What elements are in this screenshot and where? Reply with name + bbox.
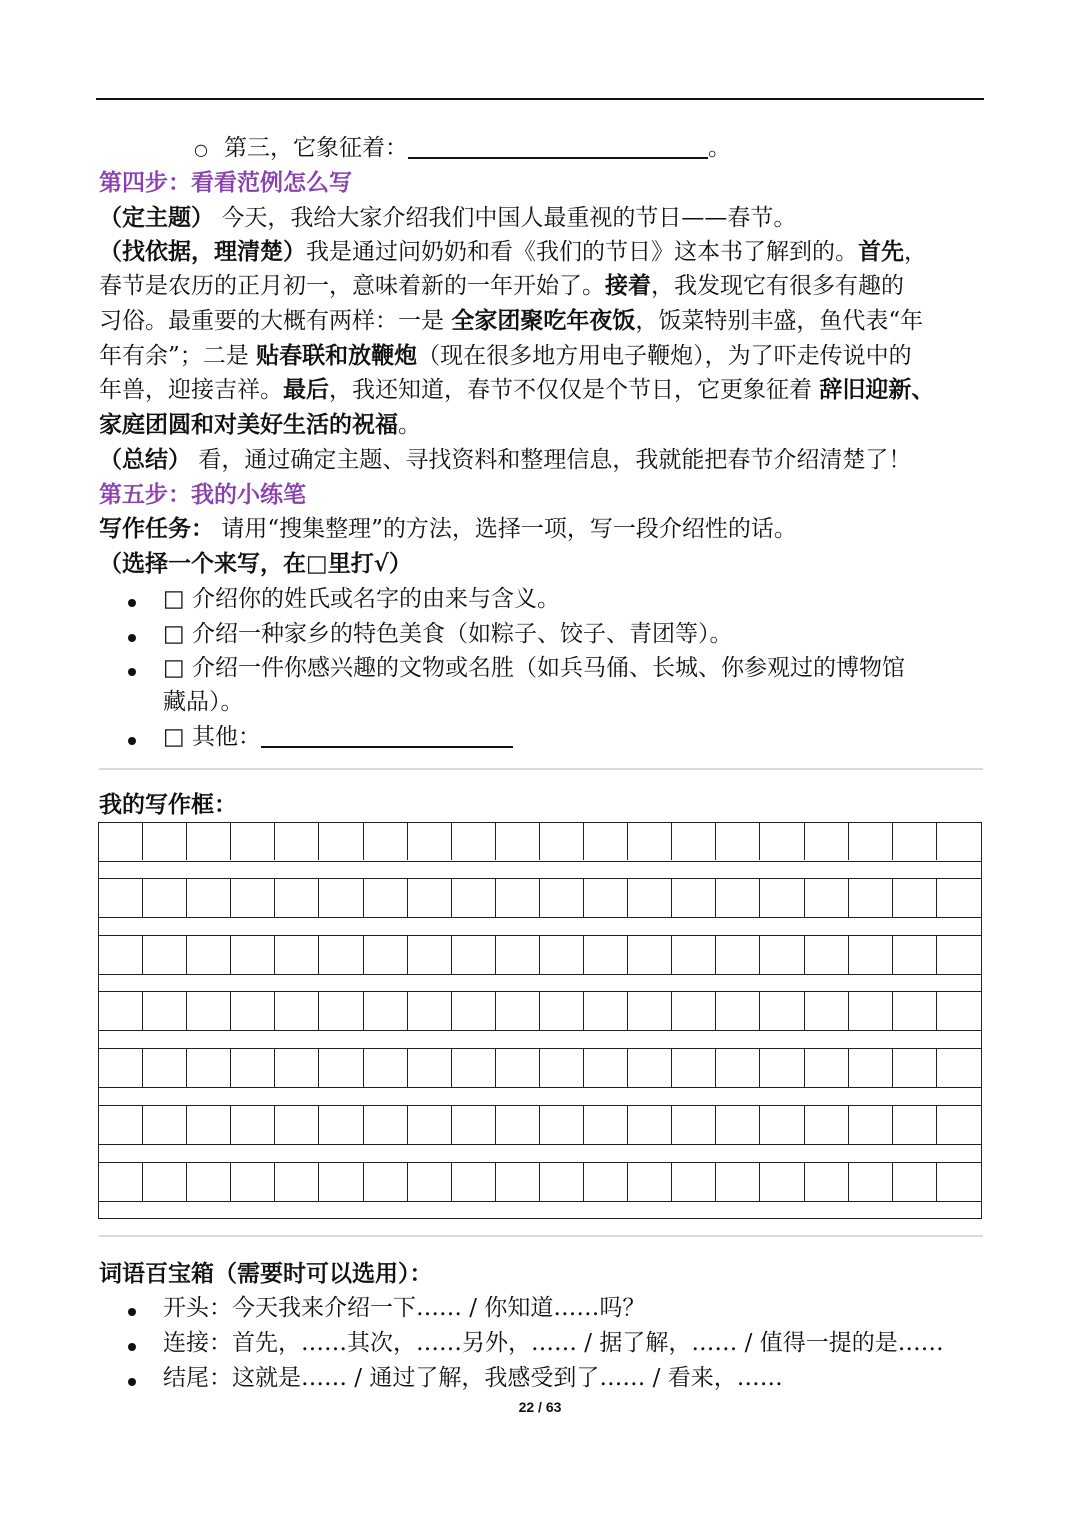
- grid-cell[interactable]: [540, 936, 584, 974]
- grid-cell[interactable]: [584, 1049, 628, 1087]
- grid-cell[interactable]: [761, 1106, 805, 1144]
- grid-cell[interactable]: [584, 1106, 628, 1144]
- grid-cell[interactable]: [761, 879, 805, 917]
- grid-cell[interactable]: [761, 992, 805, 1030]
- grid-cell[interactable]: [849, 879, 893, 917]
- grid-cell[interactable]: [496, 822, 540, 860]
- grid-cell[interactable]: [187, 992, 231, 1030]
- grid-cell[interactable]: [364, 879, 408, 917]
- grid-cell[interactable]: [849, 936, 893, 974]
- word-bank-opening: 开头：今天我来介绍一下…… / 你知道……吗？: [163, 1295, 646, 1321]
- grid-cell[interactable]: [496, 936, 540, 974]
- bullet-icon: [128, 599, 136, 607]
- grid-cell[interactable]: [364, 992, 408, 1030]
- word-bank-transition: 连接：首先，……其次，……另外，…… / 据了解，…… / 值得一提的是……: [163, 1330, 944, 1356]
- grid-cell[interactable]: [805, 1106, 849, 1144]
- grid-cell[interactable]: [320, 879, 364, 917]
- grid-cell[interactable]: [805, 822, 849, 860]
- grid-cell[interactable]: [893, 992, 937, 1030]
- grid-cell[interactable]: [805, 936, 849, 974]
- step5-heading: 第五步：我的小练笔: [99, 481, 306, 508]
- grid-cell[interactable]: [364, 936, 408, 974]
- grid-cell[interactable]: [761, 936, 805, 974]
- example-p3: 春节是农历的正月初一，意味着新的一年开始了。接着，我发现它有很多有趣的: [99, 272, 904, 299]
- grid-cell[interactable]: [275, 992, 319, 1030]
- grid-cell[interactable]: [320, 1049, 364, 1087]
- grid-cell[interactable]: [937, 1106, 981, 1144]
- grid-cell[interactable]: [187, 1106, 231, 1144]
- grid-cell[interactable]: [628, 822, 672, 860]
- grid-cell[interactable]: [364, 1106, 408, 1144]
- grid-cell[interactable]: [99, 1049, 143, 1087]
- grid-cell[interactable]: [187, 1163, 231, 1201]
- grid-cell[interactable]: [540, 1106, 584, 1144]
- bullet-icon: [128, 1308, 136, 1316]
- step4-heading: 第四步：看看范例怎么写: [99, 169, 352, 196]
- grid-cell[interactable]: [893, 1106, 937, 1144]
- bullet-icon: [128, 1343, 136, 1351]
- grid-row: [99, 822, 981, 862]
- grid-cell[interactable]: [187, 1049, 231, 1087]
- grid-cell[interactable]: [849, 992, 893, 1030]
- other-blank[interactable]: [261, 722, 513, 748]
- grid-cell[interactable]: [849, 822, 893, 860]
- grid-cell[interactable]: [716, 992, 760, 1030]
- grid-cell[interactable]: [320, 936, 364, 974]
- grid-cell[interactable]: [937, 936, 981, 974]
- bullet-icon: [128, 668, 136, 676]
- grid-cell[interactable]: [99, 879, 143, 917]
- grid-cell[interactable]: [937, 992, 981, 1030]
- grid-cell[interactable]: [805, 1049, 849, 1087]
- grid-cell[interactable]: [408, 879, 452, 917]
- grid-cell[interactable]: [893, 822, 937, 860]
- grid-row: [99, 878, 981, 918]
- section-divider: [99, 768, 983, 770]
- grid-cell[interactable]: [364, 1049, 408, 1087]
- grid-cell[interactable]: [364, 1163, 408, 1201]
- grid-cell[interactable]: [452, 936, 496, 974]
- grid-cell[interactable]: [143, 1049, 187, 1087]
- grid-cell[interactable]: [408, 1106, 452, 1144]
- grid-cell[interactable]: [275, 879, 319, 917]
- example-p1: （定主题） 今天，我给大家介绍我们中国人最重视的节日——春节。: [99, 204, 797, 231]
- grid-row: [99, 1105, 981, 1145]
- grid-cell[interactable]: [716, 936, 760, 974]
- grid-cell[interactable]: [716, 1163, 760, 1201]
- grid-cell[interactable]: [408, 822, 452, 860]
- word-bank-title: 词语百宝箱（需要时可以选用）：: [99, 1260, 433, 1287]
- grid-cell[interactable]: [275, 936, 319, 974]
- grid-cell[interactable]: [231, 936, 275, 974]
- grid-cell[interactable]: [452, 879, 496, 917]
- grid-cell[interactable]: [496, 1106, 540, 1144]
- writing-box-label: 我的写作框：: [99, 791, 237, 818]
- grid-cell[interactable]: [320, 1163, 364, 1201]
- grid-cell[interactable]: [584, 936, 628, 974]
- grid-cell[interactable]: [275, 1163, 319, 1201]
- grid-cell[interactable]: [540, 1163, 584, 1201]
- grid-cell[interactable]: [452, 992, 496, 1030]
- grid-cell[interactable]: [275, 1049, 319, 1087]
- grid-cell[interactable]: [143, 1163, 187, 1201]
- grid-cell[interactable]: [761, 1163, 805, 1201]
- grid-cell[interactable]: [672, 936, 716, 974]
- grid-cell[interactable]: [496, 1049, 540, 1087]
- grid-cell[interactable]: [496, 879, 540, 917]
- grid-cell[interactable]: [320, 822, 364, 860]
- grid-cell[interactable]: [805, 992, 849, 1030]
- page-number: 22 / 63: [518, 1399, 562, 1415]
- grid-cell[interactable]: [628, 1163, 672, 1201]
- header-rule: [96, 98, 984, 100]
- fill-blank[interactable]: [408, 133, 708, 159]
- option-3-continued: 藏品）。: [163, 689, 244, 715]
- grid-cell[interactable]: [99, 1106, 143, 1144]
- grid-cell[interactable]: [408, 1163, 452, 1201]
- grid-cell[interactable]: [143, 936, 187, 974]
- grid-cell[interactable]: [540, 1049, 584, 1087]
- grid-cell[interactable]: [231, 1106, 275, 1144]
- example-p5: 年有余”；二是 贴春联和放鞭炮（现在很多地方用电子鞭炮），为了吓走传说中的: [99, 342, 912, 369]
- grid-cell[interactable]: [99, 822, 143, 860]
- grid-cell[interactable]: [628, 1049, 672, 1087]
- grid-cell[interactable]: [187, 879, 231, 917]
- grid-cell[interactable]: [672, 1049, 716, 1087]
- grid-cell[interactable]: [761, 1049, 805, 1087]
- grid-row: [99, 1048, 981, 1088]
- grid-cell[interactable]: [408, 1049, 452, 1087]
- grid-cell[interactable]: [187, 822, 231, 860]
- example-p6: 年兽，迎接吉祥。最后，我还知道，春节不仅仅是个节日，它更象征着 辞旧迎新、: [99, 376, 935, 403]
- example-p2: （找依据，理清楚）我是通过问奶奶和看《我们的节日》这本书了解到的。首先，: [99, 238, 927, 265]
- grid-cell[interactable]: [716, 879, 760, 917]
- grid-cell[interactable]: [143, 1106, 187, 1144]
- grid-row: [99, 991, 981, 1031]
- grid-cell[interactable]: [231, 1163, 275, 1201]
- grid-cell[interactable]: [849, 1106, 893, 1144]
- option-2[interactable]: □ 介绍一种家乡的特色美食（如粽子、饺子、青团等）。: [163, 621, 733, 647]
- step3-item3: ○ 第三，它象征着： 。: [194, 131, 731, 167]
- grid-cell[interactable]: [496, 992, 540, 1030]
- grid-cell[interactable]: [275, 1106, 319, 1144]
- grid-cell[interactable]: [99, 992, 143, 1030]
- bullet-icon: [128, 1378, 136, 1386]
- grid-cell[interactable]: [187, 936, 231, 974]
- grid-cell[interactable]: [143, 879, 187, 917]
- grid-cell[interactable]: [672, 1106, 716, 1144]
- grid-row: [99, 935, 981, 975]
- grid-cell[interactable]: [761, 822, 805, 860]
- grid-cell[interactable]: [805, 879, 849, 917]
- grid-cell[interactable]: [937, 1049, 981, 1087]
- grid-cell[interactable]: [231, 879, 275, 917]
- writing-task: 写作任务： 请用“搜集整理”的方法，选择一项，写一段介绍性的话。: [99, 515, 797, 542]
- grid-cell[interactable]: [452, 1163, 496, 1201]
- grid-cell[interactable]: [231, 1049, 275, 1087]
- grid-cell[interactable]: [672, 1163, 716, 1201]
- grid-cell[interactable]: [408, 936, 452, 974]
- grid-cell[interactable]: [320, 992, 364, 1030]
- grid-cell[interactable]: [320, 1106, 364, 1144]
- grid-cell[interactable]: [628, 936, 672, 974]
- grid-cell[interactable]: [805, 1163, 849, 1201]
- grid-cell[interactable]: [452, 822, 496, 860]
- grid-cell[interactable]: [99, 1163, 143, 1201]
- grid-cell[interactable]: [99, 936, 143, 974]
- grid-cell[interactable]: [716, 1106, 760, 1144]
- option-other[interactable]: □ 其他：: [163, 720, 513, 754]
- grid-cell[interactable]: [408, 992, 452, 1030]
- grid-cell[interactable]: [452, 1049, 496, 1087]
- grid-cell[interactable]: [849, 1163, 893, 1201]
- grid-cell[interactable]: [937, 822, 981, 860]
- grid-cell[interactable]: [143, 992, 187, 1030]
- grid-cell[interactable]: [893, 936, 937, 974]
- grid-cell[interactable]: [893, 1163, 937, 1201]
- grid-cell[interactable]: [937, 1163, 981, 1201]
- section-divider: [99, 1235, 983, 1237]
- grid-cell[interactable]: [672, 992, 716, 1030]
- grid-cell[interactable]: [540, 992, 584, 1030]
- grid-cell[interactable]: [849, 1049, 893, 1087]
- option-1[interactable]: □ 介绍你的姓氏或名字的由来与含义。: [163, 586, 561, 612]
- grid-cell[interactable]: [143, 822, 187, 860]
- bullet-icon: [128, 737, 136, 745]
- grid-cell[interactable]: [716, 822, 760, 860]
- grid-cell[interactable]: [275, 822, 319, 860]
- grid-cell[interactable]: [584, 1163, 628, 1201]
- grid-cell[interactable]: [893, 879, 937, 917]
- circle-bullet-icon: ○: [194, 140, 208, 159]
- grid-cell[interactable]: [364, 822, 408, 860]
- word-bank-ending: 结尾：这就是…… / 通过了解，我感受到了…… / 看来，……: [163, 1365, 783, 1391]
- grid-cell[interactable]: [716, 1049, 760, 1087]
- grid-cell[interactable]: [584, 879, 628, 917]
- example-p4: 习俗。最重要的大概有两样：一是 全家团聚吃年夜饭，饭菜特别丰盛，鱼代表“年: [99, 307, 924, 334]
- grid-cell[interactable]: [937, 879, 981, 917]
- grid-cell[interactable]: [231, 992, 275, 1030]
- grid-cell[interactable]: [540, 879, 584, 917]
- grid-cell[interactable]: [672, 822, 716, 860]
- writing-grid[interactable]: [98, 822, 982, 1219]
- grid-cell[interactable]: [540, 822, 584, 860]
- example-p7: 家庭团圆和对美好生活的祝福。: [99, 411, 421, 438]
- grid-cell[interactable]: [628, 992, 672, 1030]
- grid-cell[interactable]: [452, 1106, 496, 1144]
- option-3[interactable]: □ 介绍一件你感兴趣的文物或名胜（如兵马俑、长城、你参观过的博物馆: [163, 655, 906, 681]
- grid-cell[interactable]: [628, 879, 672, 917]
- choose-instruction: （选择一个来写，在□里打√）: [99, 550, 412, 577]
- grid-cell[interactable]: [496, 1163, 540, 1201]
- grid-cell[interactable]: [584, 822, 628, 860]
- grid-row: [99, 1162, 981, 1202]
- grid-cell[interactable]: [672, 879, 716, 917]
- bullet-icon: [128, 634, 136, 642]
- grid-cell[interactable]: [628, 1106, 672, 1144]
- grid-cell[interactable]: [893, 1049, 937, 1087]
- grid-cell[interactable]: [231, 822, 275, 860]
- example-p8: （总结） 看，通过确定主题、寻找资料和整理信息，我就能把春节介绍清楚了！: [99, 446, 912, 473]
- grid-cell[interactable]: [584, 992, 628, 1030]
